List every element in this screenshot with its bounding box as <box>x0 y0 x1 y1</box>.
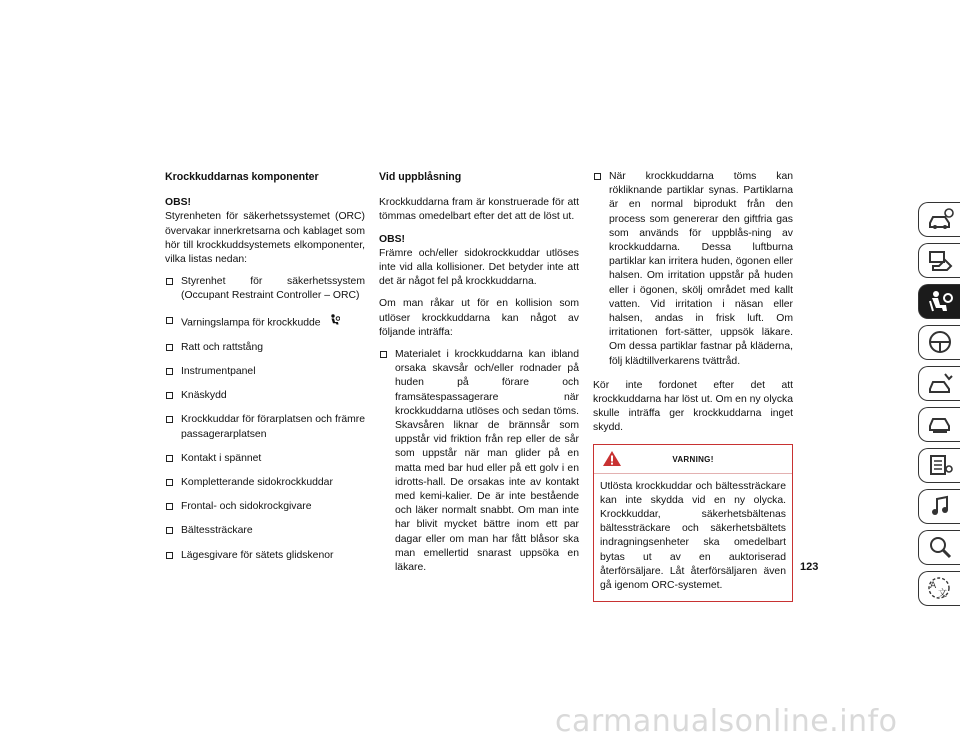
tab-index[interactable] <box>918 530 960 565</box>
list-item: Ratt och rattstång <box>165 341 365 355</box>
checkbox-bullet-icon <box>166 392 173 399</box>
list-item: Bältessträckare <box>165 524 365 538</box>
list-item: Krockkuddar för förarplatsen och främre passagerarplatsen <box>165 413 365 441</box>
warning-box <box>593 444 793 603</box>
checkbox-bullet-icon <box>166 503 173 510</box>
checkbox-bullet-icon <box>166 527 173 534</box>
checkbox-bullet-icon <box>166 479 173 486</box>
note-label: OBS! <box>379 233 405 245</box>
column-components <box>165 170 365 573</box>
svg-text:文: 文 <box>938 589 948 599</box>
checkbox-bullet-icon <box>166 344 173 351</box>
list-item: Frontal- och sidokrockgivare <box>165 500 365 514</box>
warning-header <box>594 445 792 474</box>
tab-car-info[interactable] <box>918 202 960 237</box>
tab-language[interactable] <box>918 571 960 606</box>
page-number: 123 <box>800 561 819 573</box>
list-item: Materialet i krockkuddarna kan ibland orsaka skavsår och/eller rodnader på huden på förare och framsätespassagerare när krockkuddarna utlöses och sedan töms. Skavsåren liknar de brännsår som uppstår vid friktion från rep eller de sår som uppstår när man glider på en matta med bar hud eller på ett golv i en idrotts-hall. De orsakas inte av kontakt med kemi-kalier. De är inte bestående och läker normalt snabbt. Om man inte har blivit mycket bättre inom ett par dagar eller om man har fått blåsor ska man emellertid snarast uppsöka en läkare. <box>379 348 579 575</box>
list-item: Kompletterande sidokrockkuddar <box>165 476 365 490</box>
checkbox-bullet-icon <box>166 278 173 285</box>
column-inflation <box>379 170 579 585</box>
tab-airbag[interactable] <box>918 284 960 319</box>
column-after-deploy <box>593 170 793 602</box>
paragraph: Krockkuddarna fram är konstruerade för att tömmas omedelbart efter det att de löst ut. <box>379 197 579 223</box>
list-item: Styrenhet för säkerhetssystem (Occupant Restraint Controller – ORC) <box>165 275 365 303</box>
paragraph: Om man råkar ut för en kollision som utlöser krockkuddarna kan något av följande inträffa: <box>379 298 579 338</box>
list-item: Varningslampa för krockkudde <box>165 314 365 331</box>
tab-service[interactable] <box>918 407 960 442</box>
checkbox-bullet-icon <box>380 351 387 358</box>
checkbox-bullet-icon <box>166 416 173 423</box>
section-heading-inflation: Vid uppblåsning <box>379 171 462 183</box>
tab-crash[interactable] <box>918 366 960 401</box>
tab-specs[interactable] <box>918 448 960 483</box>
tab-dashboard[interactable] <box>918 243 960 278</box>
checkbox-bullet-icon <box>166 455 173 462</box>
chapter-tabs <box>918 202 960 612</box>
note-text: Främre och/eller sidokrockkuddar utlöses inte vid alla kollisioner. Det betyder inte att det är något fel på krockkuddarna. <box>379 247 579 288</box>
checkbox-bullet-icon <box>166 552 173 559</box>
list-item: Kontakt i spännet <box>165 452 365 466</box>
warning-text: Utlösta krockkuddar och bältessträckare kan inte skydda vid en ny olycka. Krockkuddar, säkerhetsbältenas bältessträckare och säkerhetsbältets indragningsenheter ska omedelbart bytas ut av en auktoriserad återförsäljare. Låt återförsäljaren även gå igenom ORC-systemet. <box>600 480 786 592</box>
checkbox-bullet-icon <box>166 317 173 324</box>
section-heading-components: Krockkuddarnas komponenter <box>165 171 319 183</box>
warning-title: VARNING! <box>672 454 714 464</box>
note-label: OBS! <box>165 197 191 209</box>
list-item: Knäskydd <box>165 389 365 403</box>
tab-steering[interactable] <box>918 325 960 360</box>
watermark: carmanualsonline.info <box>555 704 898 739</box>
airbag-warning-icon <box>329 314 340 331</box>
tab-multimedia[interactable] <box>918 489 960 524</box>
list-item: När krockkuddarna töms kan rökliknande partiklar synas. Partiklarna är en normal biprodukt från den process som genererar den giftfria gas som används för uppblås-ning av krockkuddarna. Dessa luftburna partiklar kan irritera huden, ögonen eller halsen. Om irritation uppstår på huden eller i ögonen, skölj området med kallt vatten. Vid irritation i näsan eller halsen, andas in frisk luft. Om irritationen fort-sätter, uppsök läkare. Om dessa partiklar fastnar på kläderna, följ klädtillverkarens tvättråd. <box>593 170 793 369</box>
list-item: Instrumentpanel <box>165 365 365 379</box>
svg-text:A: A <box>930 581 937 591</box>
note-text: Styrenheten för säkerhetssystemet (ORC) övervakar innerkretsarna och kablaget som hör till krockkuddsystemets elkomponenter, vilka listas nedan: <box>165 211 365 266</box>
paragraph: Kör inte fordonet efter det att krockkuddarna har löst ut. Om en ny olycka skulle inträffa ger krockkuddarna inget skydd. <box>593 379 793 434</box>
list-item: Lägesgivare för sätets glidskenor <box>165 549 365 563</box>
checkbox-bullet-icon <box>166 368 173 375</box>
checkbox-bullet-icon <box>594 173 601 180</box>
